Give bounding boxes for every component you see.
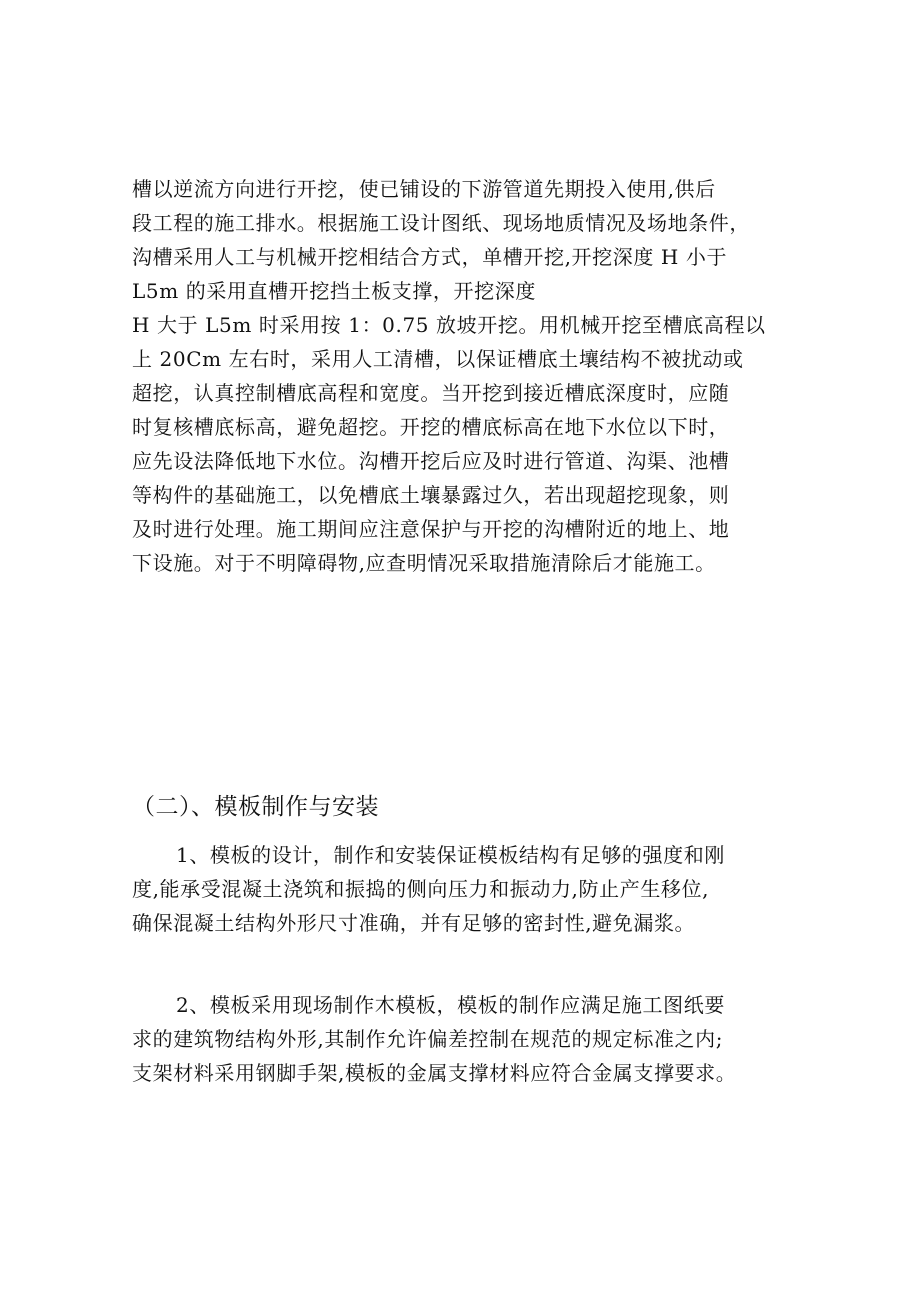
text-line: L5m 的采用直槽开挖挡土板支撑，开挖深度 (132, 279, 536, 303)
text-line: 求的建筑物结构外形,其制作允许偏差控制在规范的规定标准之内; (132, 1027, 724, 1051)
text-line: 2、模板采用现场制作木模板，模板的制作应满足施工图纸要 (176, 993, 725, 1017)
text-line: 时复核槽底标高，避免超挖。开挖的槽底标高在地下水位以下时， (132, 415, 730, 439)
text-line: 上 20Cm 左右时，采用人工清槽，以保证槽底土壤结构不被扰动或 (132, 347, 744, 371)
text-line: H 大于 L5m 时采用按 1：0.75 放坡开挖。用机械开挖至槽底高程以 (132, 313, 766, 337)
paragraph-formwork-fabrication (132, 988, 802, 1090)
text-line: 沟槽采用人工与机械开挖相结合方式，单槽开挖,开挖深度 H 小于 (132, 245, 728, 269)
text-line: 应先设法降低地下水位。沟槽开挖后应及时进行管道、沟渠、池槽 (132, 449, 730, 473)
text-line: 1、模板的设计，制作和安装保证模板结构有足够的强度和刚 (176, 843, 725, 867)
text-line: 槽以逆流方向进行开挖，使已铺设的下游管道先期投入使用,供后 (132, 177, 716, 201)
section-heading: （二）、模板制作与安装 (132, 794, 379, 820)
text-line: 超挖，认真控制槽底高程和宽度。当开挖到接近槽底深度时，应随 (132, 381, 730, 405)
text-line: 度,能承受混凝土浇筑和振捣的侧向压力和振动力,防止产生移位, (132, 877, 710, 901)
text-line: 支架材料采用钢脚手架,模板的金属支撑材料应符合金属支撑要求。 (132, 1061, 737, 1085)
text-line: 等构件的基础施工，以免槽底土壤暴露过久，若出现超挖现象，则 (132, 483, 730, 507)
text-line: 确保混凝土结构外形尺寸准确，并有足够的密封性,避免漏浆。 (132, 911, 696, 935)
text-line: 及时进行处理。施工期间应注意保护与开挖的沟槽附近的地上、地 (132, 517, 730, 541)
text-line: 下设施。对于不明障碍物,应查明情况采取措施清除后才能施工。 (132, 551, 716, 575)
paragraph-formwork-design (132, 838, 802, 940)
paragraph-trench-excavation (132, 172, 802, 580)
text-line: 段工程的施工排水。根据施工设计图纸、现场地质情况及场地条件， (132, 211, 750, 235)
